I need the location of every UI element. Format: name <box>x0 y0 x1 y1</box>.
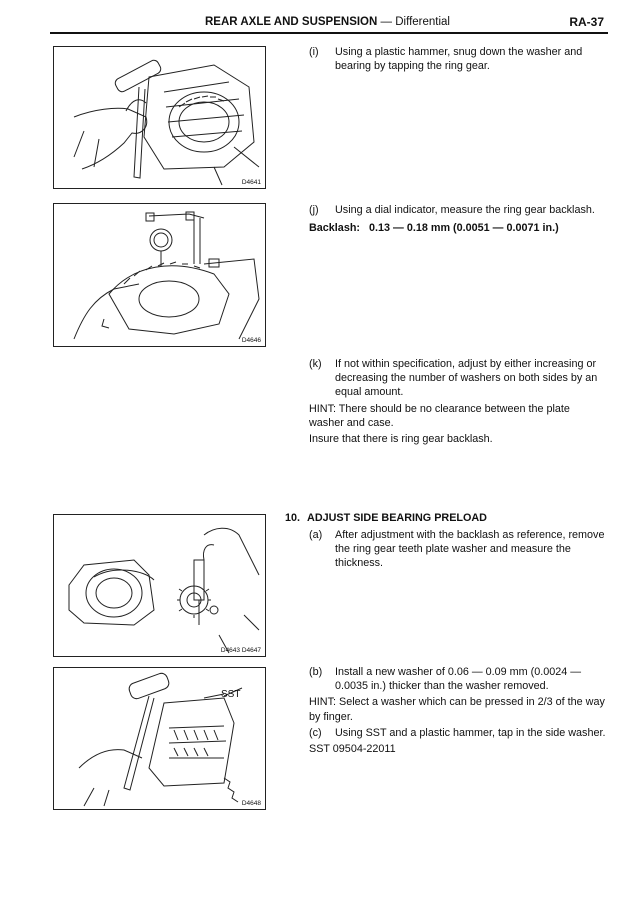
figure-sst-hammer <box>53 667 266 810</box>
hint-clearance: HINT: There should be no clearance between the plate washer and case. <box>309 402 570 429</box>
backlash-spec: Backlash: 0.13 — 0.18 mm (0.0051 — 0.0071 in.) <box>309 222 559 235</box>
figure-code: D4648 <box>241 800 261 807</box>
page-number: RA-37 <box>569 15 604 29</box>
section-10-heading: 10. ADJUST SIDE BEARING PRELOAD <box>285 512 487 524</box>
step-b: (b) Install a new washer of 0.06 — 0.09 mm (0.0024 — 0.0035 in.) thicker than the washer removed. HINT: Select a washer which can be pressed in 2/3 of the way by finger. (c) Using SST and a plastic hammer, tap in the side washer. SST 09504-22011 <box>309 666 606 756</box>
ring-gear-hammer-illustration <box>54 47 265 188</box>
step-j: (j) Using a dial indicator, measure the ring gear backlash. Backlash: 0.13 — 0.18 mm (0.0051 — 0.0071 in.) <box>309 203 607 235</box>
figure-hammer-ring-gear <box>53 46 266 189</box>
note-backlash: Insure that there is ring gear backlash. <box>309 433 493 446</box>
step-i: (i) Using a plastic hammer, snug down the washer and bearing by tapping the ring gear. <box>309 46 583 73</box>
sst-number: SST 09504-22011 <box>309 743 396 756</box>
step-a: (a) After adjustment with the backlash as reference, remove the ring gear teeth plate washer and measure the thickness. <box>309 529 605 570</box>
figure-dial-indicator <box>53 203 266 347</box>
figure-washer-measure <box>53 514 266 657</box>
figure-code: D4646 <box>241 337 261 344</box>
figure-code: D4643 D4647 <box>220 647 261 654</box>
header-title: REAR AXLE AND SUSPENSION — Differential <box>205 16 450 28</box>
dial-indicator-illustration <box>54 204 265 346</box>
hint-washer: HINT: Select a washer which can be pressed in 2/3 of the way by finger. <box>309 696 605 723</box>
washer-measurement-illustration <box>54 515 265 656</box>
page-header <box>50 14 606 30</box>
step-k: (k) If not within specification, adjust by either increasing or decreasing the number of washers on both sides by an equal amount. HINT: There should be no clearance between the plate washer and case. Insure that there is ring gear backlash. <box>309 357 607 446</box>
sst-callout: SST <box>221 689 241 700</box>
figure-code: D4641 <box>241 179 261 186</box>
step-c: (c) Using SST and a plastic hammer, tap in the side washer. <box>309 726 606 739</box>
header-rule <box>50 32 608 34</box>
